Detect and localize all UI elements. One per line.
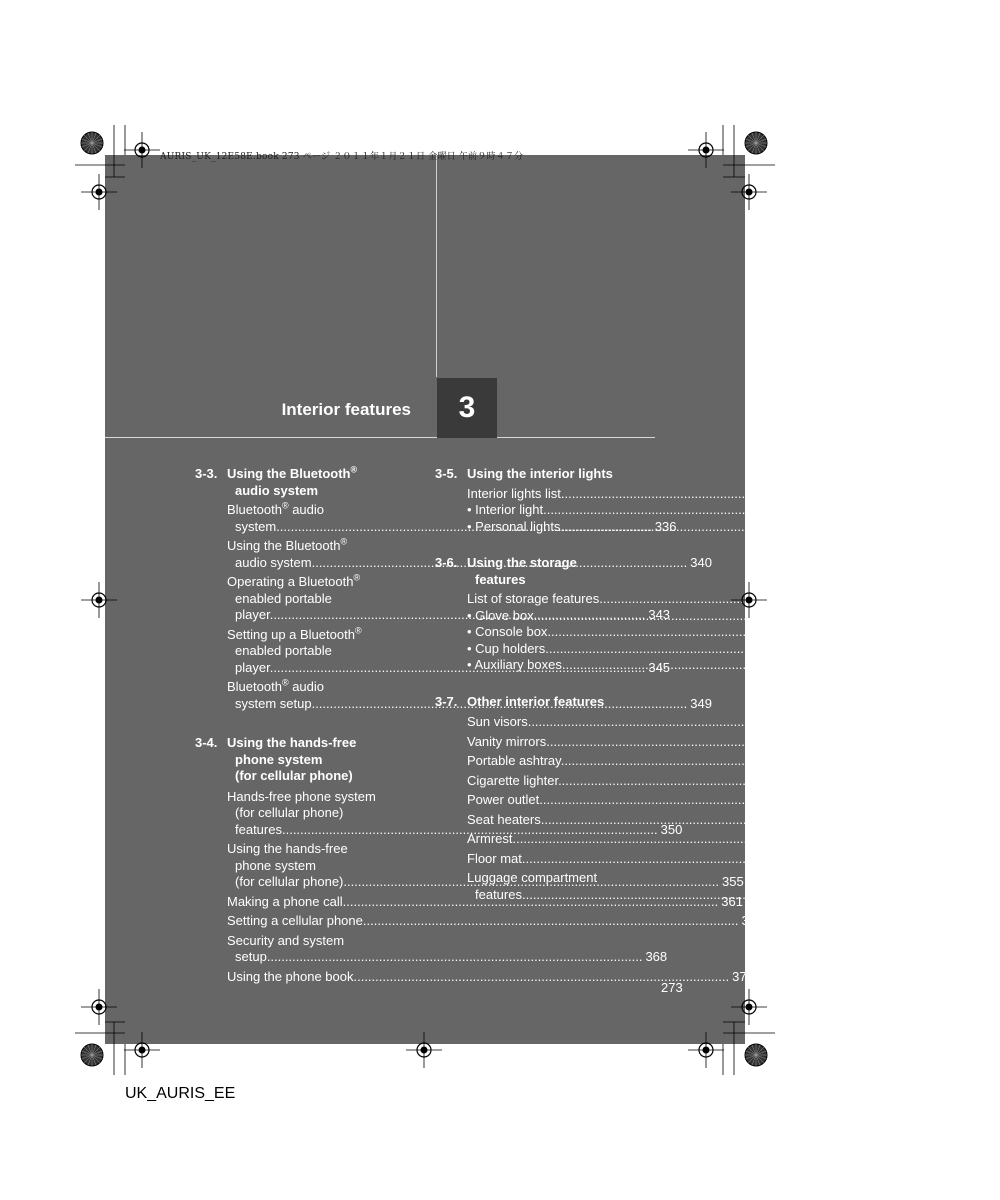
toc-entry[interactable]: Vanity mirrors..... 385: [467, 734, 657, 751]
section-number: 3-4.: [195, 735, 218, 750]
page-ref: 382: [923, 640, 946, 656]
page-ref: 380: [977, 591, 1000, 606]
toc-entry[interactable]: Using the hands-free phone system (for cellular phone)..... 355: [227, 841, 417, 891]
section-heading: 3-6. Using the storage features: [435, 555, 577, 587]
toc-entry[interactable]: Using the phone book..... 372: [227, 969, 417, 986]
page-ref: 368: [645, 949, 668, 964]
page-ref: 340: [690, 554, 712, 570]
page-ref: 394: [900, 886, 923, 902]
toc-entry[interactable]: Luggage compartment features..... 394: [467, 870, 657, 903]
section-title: Other interior features: [467, 693, 605, 709]
page-ref: 336: [654, 518, 677, 534]
toc-entry[interactable]: Operating a Bluetooth® enabled portable player..... 343: [227, 574, 417, 624]
page-ref: 350: [660, 821, 683, 837]
chapter-number: 3: [437, 378, 497, 438]
page-ref: 379: [939, 518, 961, 534]
toc-entry[interactable]: Security and system setup..... 368: [227, 933, 417, 966]
page-ref: 361: [721, 893, 743, 909]
section-number: 3-7.: [435, 693, 458, 709]
page-ref: 384: [906, 714, 929, 729]
page-ref: 393: [900, 850, 923, 866]
toc-entry[interactable]: Portable ashtray..... 386: [467, 753, 657, 770]
toc-entry[interactable]: Cigarette lighter..... 387: [467, 773, 657, 790]
toc-entry[interactable]: Floor mat..... 393: [467, 851, 657, 868]
toc-entry[interactable]: • Personal lights..... 379: [467, 519, 657, 536]
page-ref: 349: [690, 695, 712, 711]
toc-entry[interactable]: Interior lights list..... 377: [467, 486, 657, 503]
page-ref: 392: [891, 831, 913, 846]
footer-label: UK_AURIS_EE: [125, 1085, 236, 1102]
page-ref: 385: [924, 733, 947, 749]
section-title: Using the interior lights: [467, 466, 613, 481]
section-number: 3-5.: [435, 466, 458, 481]
toc-entry[interactable]: Making a phone call..... 361: [227, 894, 417, 911]
toc-entry[interactable]: Hands-free phone system (for cellular phone) features..... 350: [227, 789, 417, 839]
section-title: Using the hands-free: [227, 735, 357, 750]
toc-entry[interactable]: • Console box..... 381: [467, 624, 657, 641]
page-ref: 355: [722, 874, 744, 889]
section-title: Using the Bluetooth®: [227, 464, 358, 481]
page-ref: 386: [939, 753, 962, 768]
print-header: AURIS_UK_12E58E.book 273 ページ ２０１１年１月２１日 金曜日 午前９時４７分: [160, 152, 524, 162]
page-ref: 364: [741, 913, 764, 928]
page-number: 273: [661, 980, 683, 995]
page-ref: 377: [939, 485, 962, 501]
page-ref: 387: [936, 772, 959, 788]
toc-entry[interactable]: Setting up a Bluetooth® enabled portable player..... 345: [227, 627, 417, 677]
toc-entry[interactable]: • Interior light..... 378: [467, 502, 657, 519]
section-title: Using the storage: [467, 555, 577, 570]
toc-entry[interactable]: Using the Bluetooth® audio system..... 340: [227, 538, 417, 571]
toc-entry[interactable]: • Auxiliary boxes..... 383: [467, 657, 657, 674]
page-ref: 383: [940, 657, 963, 672]
page-ref: 381: [912, 607, 935, 623]
toc-entry[interactable]: • Glove box..... 381: [467, 608, 657, 625]
section-heading: 3-3. Using the Bluetooth® audio system: [195, 464, 358, 498]
page-ref: 345: [648, 659, 671, 675]
toc-entry[interactable]: List of storage features..... 380: [467, 591, 657, 608]
chapter-title: Interior features: [281, 400, 411, 419]
page-ref: 372: [732, 968, 754, 984]
toc-entry[interactable]: Setting a cellular phone..... 364: [227, 913, 417, 930]
toc-entry[interactable]: • Cup holders..... 382: [467, 641, 657, 658]
page-ref: 343: [648, 607, 671, 622]
toc-entry[interactable]: Armrest..... 392: [467, 831, 657, 848]
toc-entry[interactable]: Bluetooth® audio system setup..... 349: [227, 679, 417, 712]
toc-entry[interactable]: Seat heaters..... 390: [467, 812, 657, 829]
page-ref: 389: [917, 792, 940, 807]
toc-entry[interactable]: Power outlet..... 389: [467, 792, 657, 809]
page-ref: 390: [919, 811, 942, 827]
section-number: 3-6.: [435, 555, 458, 570]
section-number: 3-3.: [195, 466, 218, 481]
page-ref: 381: [926, 624, 948, 639]
section-heading: 3-4. Using the hands-free phone system (for cellular phone): [195, 735, 357, 783]
toc-entry[interactable]: Bluetooth® audio system..... 336: [227, 502, 417, 535]
toc-entry[interactable]: Sun visors..... 384: [467, 714, 657, 731]
page-ref: 378: [921, 502, 944, 517]
